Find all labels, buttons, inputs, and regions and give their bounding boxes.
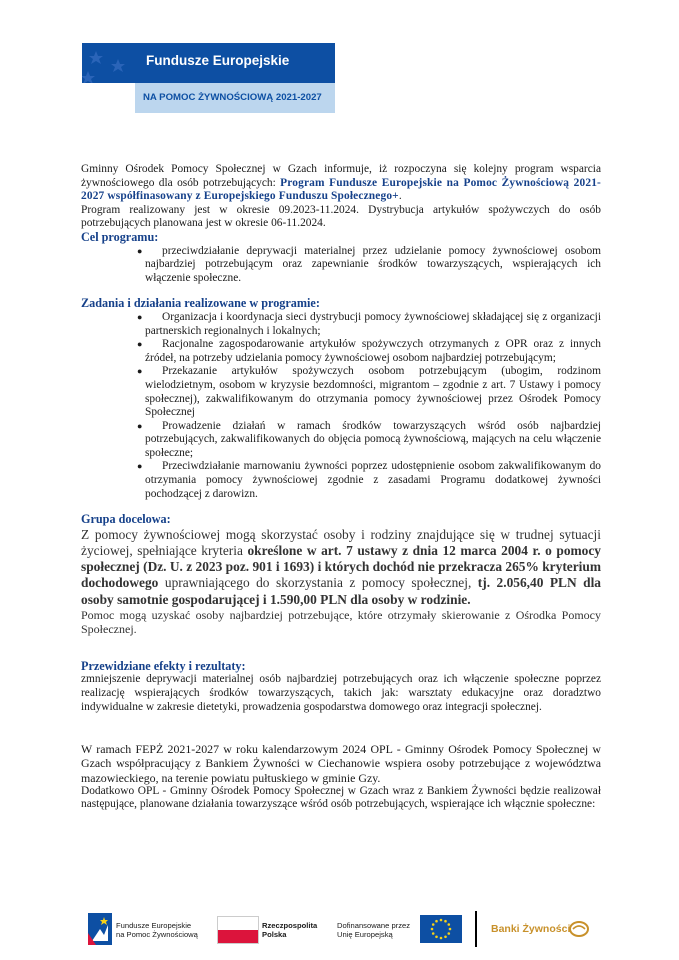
closing-paragraph-1: W ramach FEPŻ 2021-2027 w roku kalendarzowym 2024 OPL - Gminny Ośrodek Pomocy Społecznej w Gzach współpracujący z Bankiem Żywności w Ciechanowie wspiera osoby potrzebujące z województwa mazowieckiego, na terenie powiatu pułtuskiego w gminie Gzy.: [81, 742, 601, 785]
intro-paragraph: [81, 163, 601, 204]
bullet-icon: ●: [137, 366, 143, 377]
target-referral: Pomoc mogą uzyskać osoby najbardziej potrzebujące, które otrzymały skierowanie z Ośrodka Pomocy Społecznej.: [81, 607, 601, 636]
banner-spacer: [82, 83, 135, 113]
intro-text-end: .: [398, 190, 402, 203]
eu-flag-icon: [420, 915, 462, 943]
list-item: ● przeciwdziałanie deprywacji materialnej przez udzielanie pomocy żywnościowej osobom najbardziej potrzebującym oraz zapewnianie środków towarzyszących, wspierających ich włączenie społeczne.: [137, 244, 601, 284]
document-body: [81, 163, 601, 812]
program-name: Program Fundusze Europejskie na Pomoc Żywnościową 2021-2027 współfinasowany z Europejskiego Funduszu Społecznego+: [81, 176, 601, 203]
effects-paragraph: zmniejszenie deprywacji materialnej osób najbardziej potrzebujących oraz ich włączenie społeczne poprzez realizację wspierających środków towarzyszących, takich jak: warsztaty edukacyjne oraz doradztwo indywidualne w zakresie dietetyki, prowadzenia gospodarstwa domowego oraz integracji społecznej.: [81, 673, 601, 713]
bullet-icon: ●: [137, 420, 143, 431]
bullet-icon: ●: [137, 245, 143, 256]
list-item: ● Racjonalne zagospodarowanie artykułów spożywczych otrzymanych z OPR oraz z innych źródeł, na potrzeby udzielania pomocy żywnościowej osobom najbardziej potrzebującym;: [137, 338, 601, 364]
fe-logo-text: Fundusze Europejskie na Pomoc Żywnościową: [116, 921, 198, 939]
list-item: ● Prowadzenie działań w ramach środków towarzyszących wśród osób najbardziej potrzebujących, zakwalifikowanych do objęcia pomocą żywnościową, mających na celu włączenie społeczne;: [137, 419, 601, 459]
bullet-icon: ●: [137, 461, 143, 472]
target-heading: Grupa docelowa:: [81, 512, 171, 527]
fe-logo-icon: [88, 913, 112, 945]
list-item: ● Przekazanie artykułów spożywczych osobom potrzebującym (ubogim, rodzinom wielodzietnym, osobom w kryzysie bezdomności, migrantom – zgodnie z art. 7 Ustawy i pomocy społecznej), zakwalifikowanym do otrzymania pomocy żywnościowej przez Ośrodek Pomocy Społecznej: [137, 365, 601, 419]
bullet-icon: ●: [137, 339, 143, 350]
list-item: ● Organizacja i koordynacja sieci dystrybucji pomocy żywnościowej składającej się z organizacji partnerskich regionalnych i lokalnych;: [137, 310, 601, 337]
effects-heading: Przewidziane efekty i rezultaty:: [81, 658, 246, 673]
bullet-icon: ●: [137, 311, 143, 322]
eu-logo-text: Dofinansowane przez Unię Europejską: [337, 921, 411, 939]
footer-logos: [0, 905, 679, 960]
banner-subtitle-box: [135, 83, 335, 113]
closing-paragraph-2: Dodatkowo OPL - Gminny Ośrodek Pomocy Społecznej w Gzach wraz z Bankiem Żywności będzie realizował następujące, planowane działania towarzyszące wśród osób potrzebujących, wspierające ich włącznie społeczne:: [81, 784, 601, 811]
footer-divider: [475, 911, 477, 947]
list-item: ● Przeciwdziałanie marnowaniu żywności poprzez udostępnienie osobom zakwalifikowanym do otrzymania pomocy żywnościowej zgodnie z zasadami Programu dodatkowej żywności pochodzącej z darowizn.: [137, 460, 601, 500]
food-bank-spoon-icon: [568, 920, 590, 938]
poland-flag-icon: [217, 916, 259, 944]
eu-stars-decoration-icon: [82, 43, 142, 83]
target-paragraph: Z pomocy żywnościowej mogą skorzystać osoby i rodziny znajdujące się w trudnej sytuacji życiowej, spełniające kryteria określone w art. 7 ustawy z dnia 12 marca 2004 r. o pomocy społecznej (Dz. U. z 2023 poz. 901 i 1693) i których dochód nie przekracza 265% kryterium dochodowego uprawniającego do skorzystania z pomocy społecznej, tj. 2.056,40 PLN dla osoby samotnie gospodarującej i 1.590,00 PLN dla osoby w rodzinie.: [81, 526, 602, 607]
rp-logo-text: Rzeczpospolita Polska: [262, 921, 318, 939]
program-period: Program realizowany jest w okresie 09.2023-11.2024. Dystrybucja artykułów spożywczych do osób potrzebujących planowana jest w okresie 06-11.2024.: [81, 203, 601, 230]
tasks-heading: Zadania i działania realizowane w programie:: [81, 296, 320, 311]
tasks-list: [81, 311, 601, 501]
banner-subtitle: NA POMOC ŻYWNOŚCIOWĄ 2021-2027: [143, 92, 322, 103]
banner-title: Fundusze Europejskie: [146, 53, 290, 68]
intro-text: Gminny Ośrodek Pomocy Społecznej w Gzach informuje, iż rozpoczyna się kolejny program wsparcia żywnościowego dla osób potrzebujących:: [81, 163, 601, 189]
goal-heading: Cel programu:: [81, 229, 159, 244]
bz-logo-text: Banki Żywności: [491, 923, 571, 935]
fe-banner: [82, 43, 335, 83]
goal-list: [81, 245, 601, 286]
